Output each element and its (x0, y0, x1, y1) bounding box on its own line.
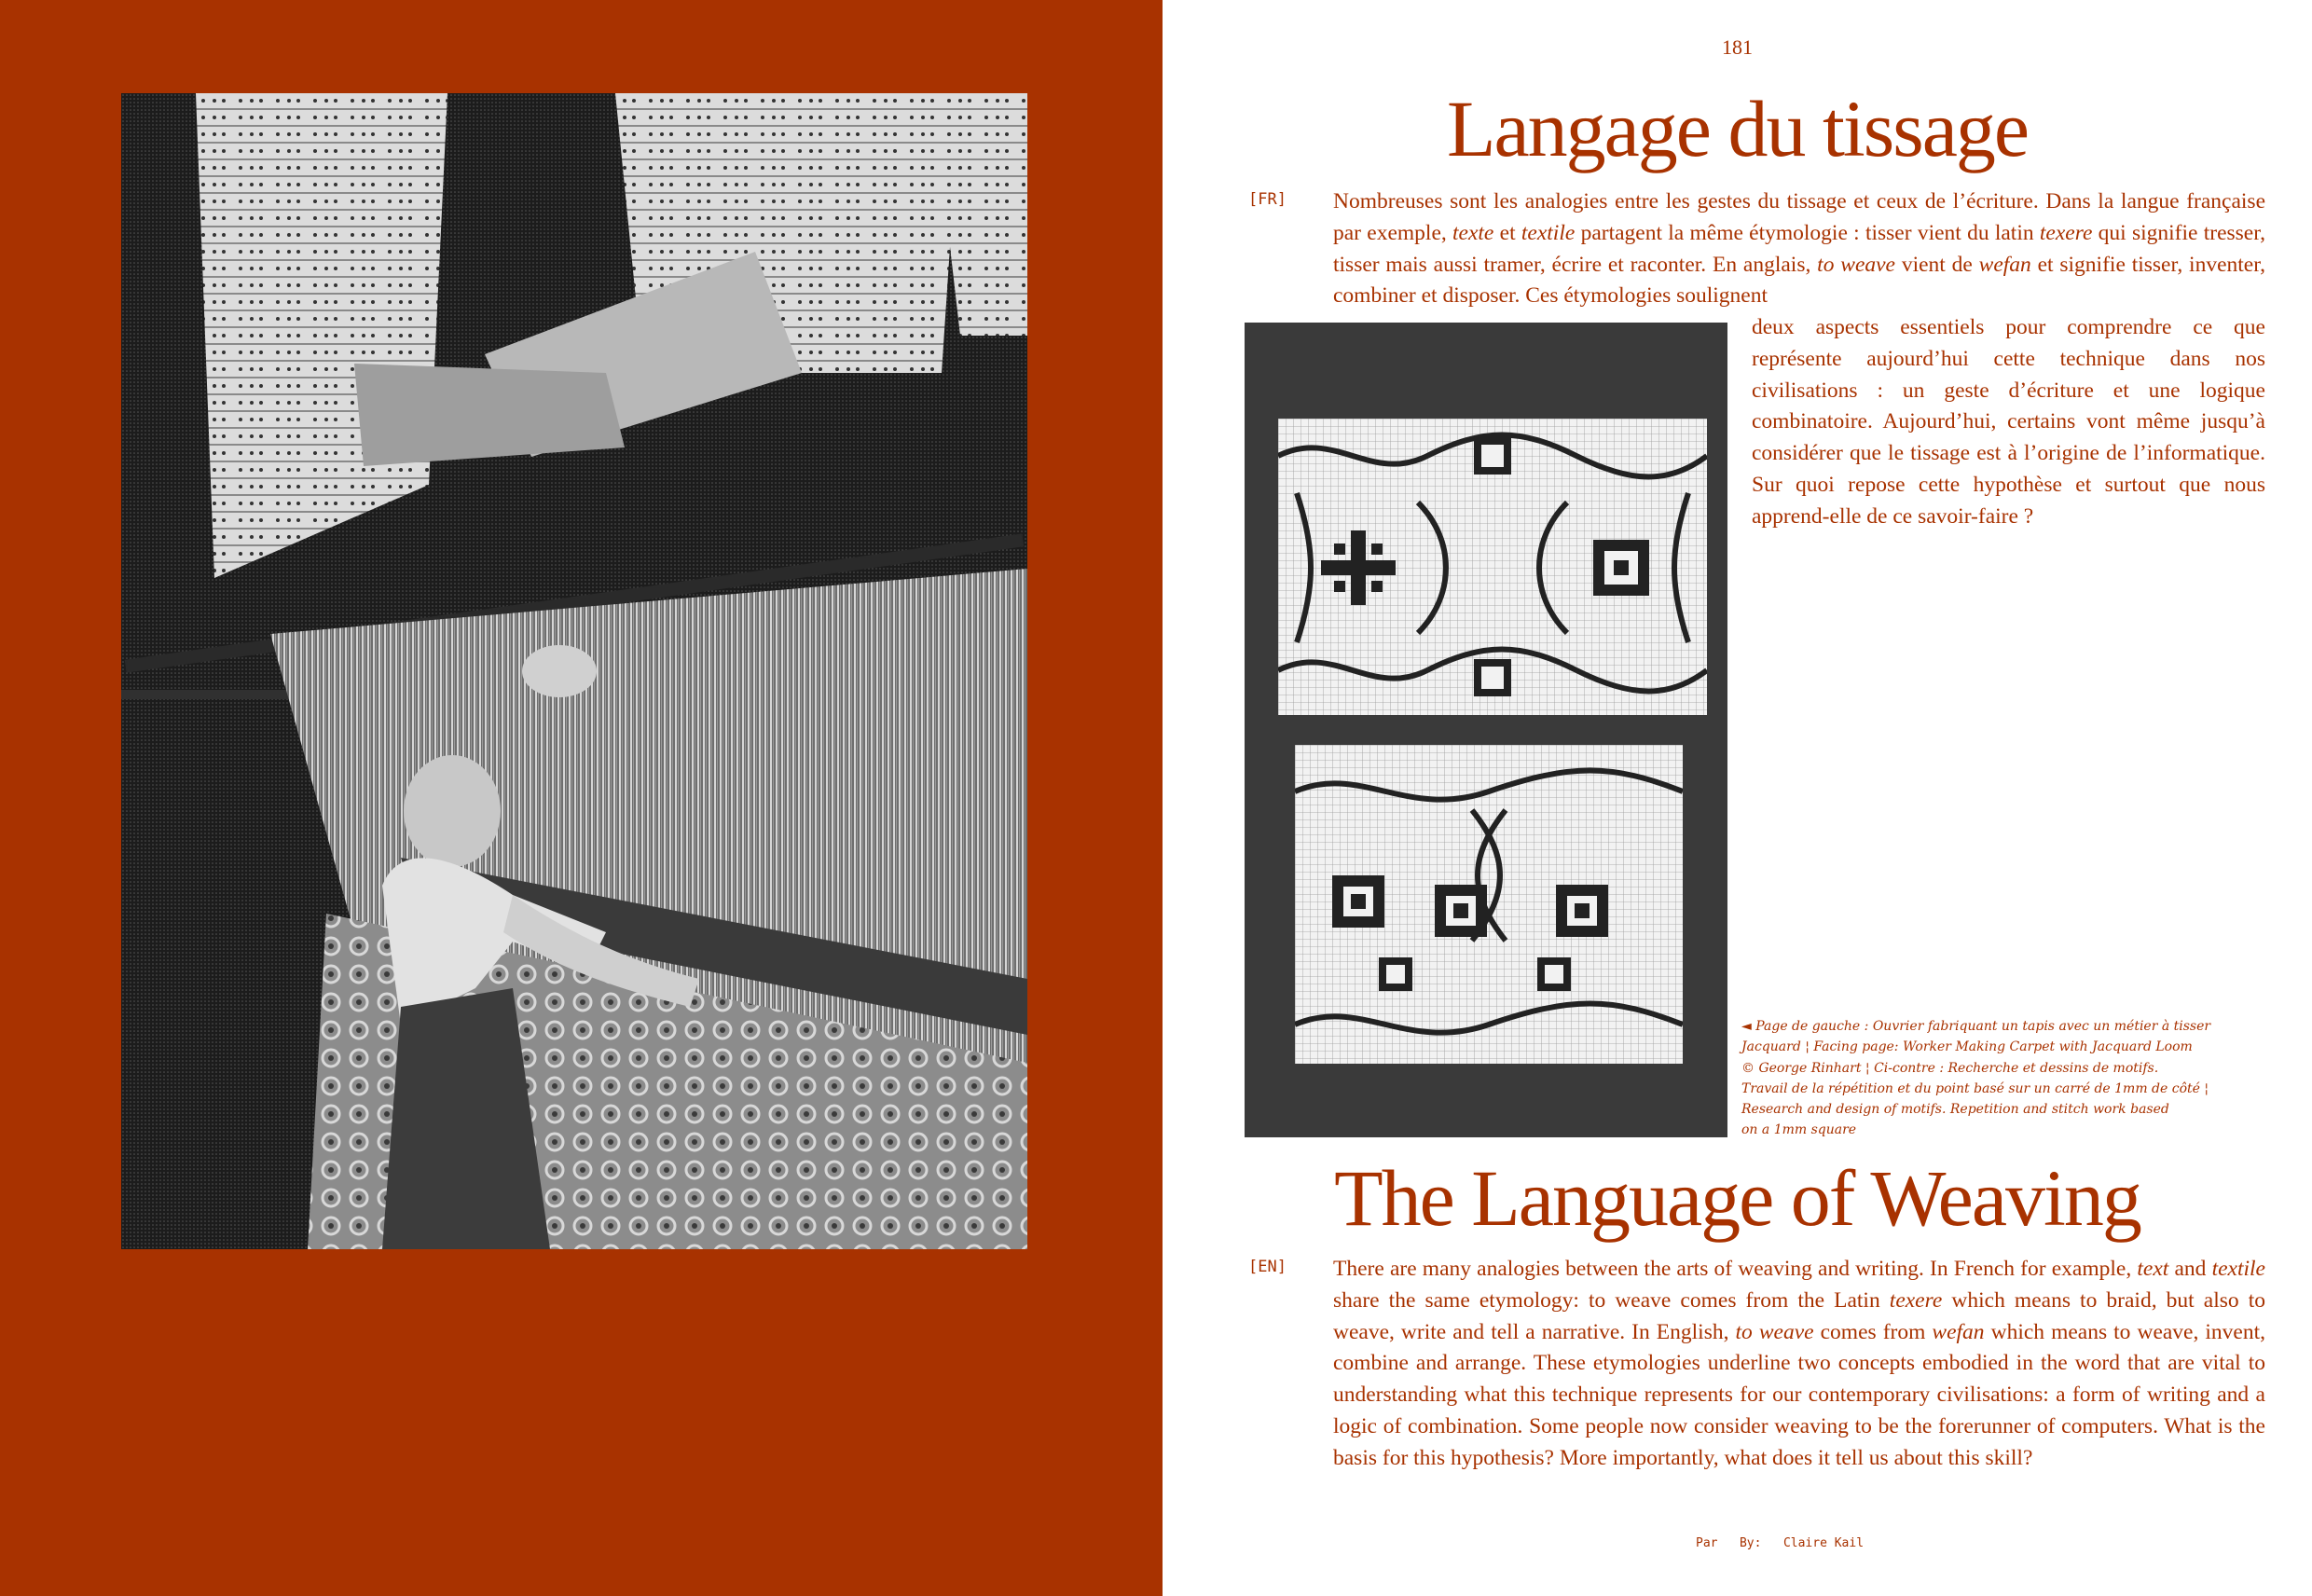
french-title: Langage du tissage (1446, 84, 2029, 173)
loom-worker-photo (121, 93, 1027, 1249)
byline-by: By: (1739, 1536, 1762, 1550)
byline (1696, 1536, 1864, 1550)
english-language-tag: [EN] (1248, 1258, 1287, 1276)
english-body-text: There are many analogies between the arts of weaving and writing. In French for example, text and textile share the same etymology: to weave comes from the Latin texere which means to braid, but also to weave, write and tell a narrative. In English, to weave comes from wefan which means to weave, invent, combine and arrange. These etymologies underline two concepts embodied in the word that are vital to understanding what this technique represents for our contemporary civilisations: a form of writing and a logic of combination. Some people now consider weaving to be the forerunner of computers. What is the basis for this hypothesis? More importantly, what does it tell us about this skill? (1333, 1257, 2266, 1470)
english-title: The Language of Weaving (1334, 1153, 2140, 1243)
french-intro-text: Nombreuses sont les analogies entre les gestes du tissage et ceux de l’écriture. Dans la langue française par exemple, texte et textile partagent la même étymologie : tisser vient du latin texere qui signifie tresser, tisser mais aussi tramer, écrire et raconter. En anglais, to weave vient de wefan et signifie tisser, inventer, combiner et disposer. Ces étymologies soulignent (1333, 189, 2265, 309)
weave-pattern-lower (1295, 745, 1683, 1064)
weave-pattern-upper (1278, 419, 1707, 715)
figure-caption: ◄ Page de gauche : Ouvrier fabriquant un tapis avec un métier à tisser Jacquard ¦ Facing page: Worker Making Carpet with Jacquard Loom © George Rinhart ¦ Ci-contre : Recherche et dessins de motifs. Travail de la répétition et du point basé sur un carré de 1mm de côté ¦ Research and design of motifs. Repetition and stitch work based on a 1mm square (1741, 1019, 2211, 1138)
page-number: 181 (1722, 35, 1753, 59)
motif-research-figure (1245, 323, 1727, 1137)
byline-par: Par (1696, 1536, 1718, 1550)
french-wrap-text: deux aspects essentiels pour comprendre ce que représente aujourd’hui cette technique dans nos civilisations : un geste d’écriture et une logique combinatoire. Aujourd’hui, certains vont même jusqu’à considérer que le tissage est à l’origine de l’informatique. Sur quoi repose cette hypothèse et surtout que nous apprend-elle de ce savoir-faire ? (1752, 315, 2265, 529)
byline-author: Claire Kail (1782, 1536, 1865, 1550)
right-page (1163, 0, 2312, 1596)
french-language-tag: [FR] (1248, 190, 1287, 209)
